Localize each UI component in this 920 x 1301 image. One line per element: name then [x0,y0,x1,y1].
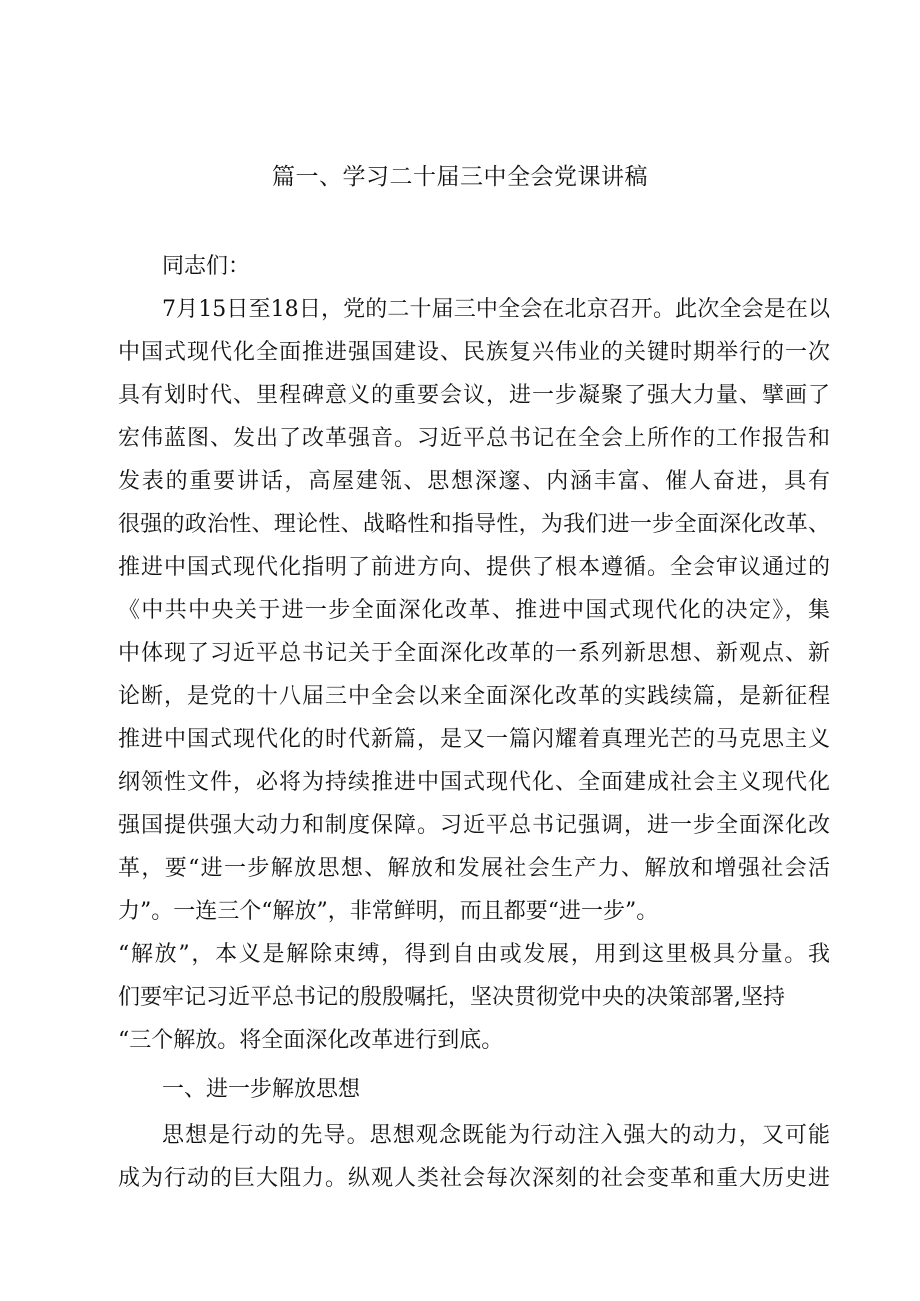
paragraph-line: 《中共中央关于进一步全面深化改革、推进中国式现代化的决定》，集 [118,598,830,623]
paragraph-line: 思想是行动的先导。思想观念既能为行动注入强大的动力，又可能 [162,1123,830,1148]
paragraph-line: 中体现了习近平总书记关于全面深化改革的一系列新思想、新观点、新 [118,641,830,666]
paragraph-line: 推进中国式现代化指明了前进方向、提供了根本遵循。全会审议通过的 [118,555,830,580]
paragraph-line: 们要牢记习近平总书记的殷殷嘱托，坚决贯彻党中央的决策部署,坚持 [118,985,785,1010]
paragraph-line: 具有划时代、里程碑意义的重要会议，进一步凝聚了强大力量、擘画了 [118,383,830,408]
paragraph-line: 中国式现代化全面推进强国建设、民族复兴伟业的关键时期举行的一次 [118,340,830,365]
paragraph-line: 力”。一连三个“解放”，非常鲜明，而且都要“进一步”。 [118,899,659,924]
paragraph-line: 很强的政治性、理论性、战略性和指导性，为我们进一步全面深化改革、 [118,512,830,537]
paragraph-line: 成为行动的巨大阻力。纵观人类社会每次深刻的社会变革和重大历史进 [118,1166,830,1191]
paragraph-line: 论断，是党的十八届三中全会以来全面深化改革的实践续篇，是新征程 [118,684,830,709]
salutation: 同志们： [162,254,251,279]
paragraph-line: “三个解放。将全面深化改革进行到底。 [118,1028,504,1053]
document-title: 篇一、学习二十届三中全会党课讲稿 [272,164,648,190]
paragraph-line: 革，要“进一步解放思想、解放和发展社会生产力、解放和增强社会活 [118,856,830,881]
paragraph-line: 推进中国式现代化的时代新篇，是又一篇闪耀着真理光芒的马克思主义 [118,727,830,752]
paragraph-line: 宏伟蓝图、发出了改革强音。习近平总书记在全会上所作的工作报告和 [118,426,830,451]
paragraph-line: 纲领性文件，必将为持续推进中国式现代化、全面建成社会主义现代化 [118,770,830,795]
paragraph-line: 发表的重要讲话，高屋建瓴、思想深邃、内涵丰富、催人奋进，具有 [118,469,830,494]
section-heading: 一、进一步解放思想 [162,1077,361,1102]
paragraph-line: 7月15日至18日，党的二十届三中全会在北京召开。此次全会是在以 [162,297,830,322]
paragraph-line: “解放”，本义是解除束缚，得到自由或发展，用到这里极具分量。我 [118,942,830,967]
paragraph-line: 强国提供强大动力和制度保障。习近平总书记强调，进一步全面深化改 [118,813,830,838]
